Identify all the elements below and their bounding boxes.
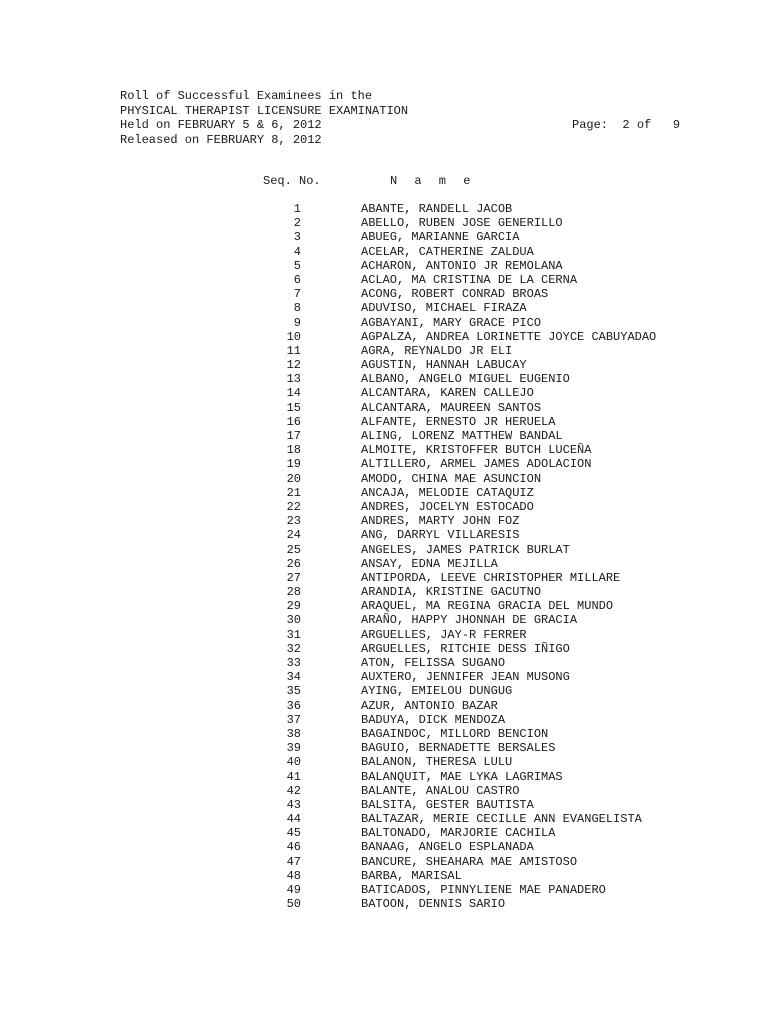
page-current: 2 (622, 118, 630, 132)
examinee-name: ARGUELLES, JAY-R FERRER (361, 627, 527, 642)
table-row (0, 840, 768, 854)
seq-number: 45 (286, 826, 301, 841)
seq-number: 11 (286, 343, 301, 358)
table-row (0, 826, 768, 840)
examinee-name: BATICADOS, PINNYLIENE MAE PANADERO (361, 883, 606, 897)
table-row (0, 287, 768, 301)
examinee-name: BADUYA, DICK MENDOZA (361, 712, 506, 727)
examinee-name: ADUVISO, MICHAEL FIRAZA (361, 301, 527, 316)
table-row (0, 755, 768, 769)
table-row (0, 245, 768, 259)
table-row (0, 642, 768, 656)
table-row (0, 216, 768, 230)
table-row (0, 571, 768, 585)
seq-number: 30 (286, 613, 301, 628)
table-row (0, 372, 768, 386)
table-row (0, 230, 768, 244)
name-column-header: N a m e (390, 174, 476, 188)
table-row (0, 699, 768, 713)
table-row (0, 301, 768, 315)
seq-number: 47 (286, 854, 301, 869)
examinee-name: BALANQUIT, MAE LYKA LAGRIMAS (361, 769, 563, 784)
examinee-name: AGRA, REYNALDO JR ELI (361, 343, 513, 358)
examinee-name: BANCURE, SHEAHARA MAE AMISTOSO (361, 854, 578, 869)
seq-number: 48 (286, 868, 301, 883)
table-row (0, 514, 768, 528)
table-row (0, 684, 768, 698)
examinee-name: ARANDIA, KRISTINE GACUTNO (361, 585, 542, 600)
seq-number: 9 (293, 315, 301, 330)
table-row (0, 202, 768, 216)
seq-number: 49 (286, 883, 301, 897)
examinee-name: ANGELES, JAMES PATRICK BURLAT (361, 542, 570, 557)
seq-number: 2 (293, 216, 301, 231)
seq-number: 50 (286, 897, 301, 912)
examinee-name: ACLAO, MA CRISTINA DE LA CERNA (361, 272, 578, 287)
examinee-name: ANDRES, MARTY JOHN FOZ (361, 514, 520, 529)
table-row (0, 613, 768, 627)
table-row (0, 798, 768, 812)
table-row (0, 415, 768, 429)
seq-number: 7 (293, 287, 301, 302)
seq-number: 4 (293, 244, 301, 259)
examinee-name: AGPALZA, ANDREA LORINETTE JOYCE CABUYADAO (361, 329, 657, 344)
table-row (0, 543, 768, 557)
examinee-name: ANG, DARRYL VILLARESIS (361, 528, 520, 543)
seq-number: 6 (293, 272, 301, 287)
examinee-name: BAGUIO, BERNADETTE BERSALES (361, 741, 556, 756)
examinee-name: BAGAINDOC, MILLORD BENCION (361, 726, 549, 741)
examinee-name: ABUEG, MARIANNE GARCIA (361, 230, 520, 245)
table-row (0, 741, 768, 755)
seq-number: 34 (286, 670, 301, 685)
examinee-name: ALFANTE, ERNESTO JR HERUELA (361, 414, 556, 429)
table-row (0, 528, 768, 542)
table-row (0, 628, 768, 642)
table-row (0, 358, 768, 372)
table-row (0, 897, 768, 911)
seq-number: 28 (286, 585, 301, 600)
seq-number: 36 (286, 698, 301, 713)
table-row (0, 457, 768, 471)
seq-number: 22 (286, 499, 301, 514)
table-row (0, 486, 768, 500)
table-row (0, 585, 768, 599)
seq-number: 33 (286, 656, 301, 670)
examinee-name: ARAQUEL, MA REGINA GRACIA DEL MUNDO (361, 599, 614, 614)
table-row (0, 599, 768, 613)
exam-held-date: Held on FEBRUARY 5 & 6, 2012 (120, 118, 322, 132)
table-row (0, 883, 768, 897)
seq-no-column-header: Seq. No. (263, 174, 321, 188)
seq-number: 19 (286, 457, 301, 472)
examinee-name: ALTILLERO, ARMEL JAMES ADOLACION (361, 457, 592, 472)
examinee-name: AGUSTIN, HANNAH LABUCAY (361, 358, 527, 373)
page-total: 9 (672, 118, 681, 132)
examinee-list (0, 202, 768, 911)
examinee-name: BALANTE, ANALOU CASTRO (361, 783, 520, 798)
seq-number: 43 (286, 797, 301, 812)
seq-number: 12 (286, 358, 301, 373)
examinee-name: BALANON, THERESA LULU (361, 755, 513, 770)
table-row (0, 273, 768, 287)
seq-number: 21 (286, 485, 301, 500)
examinee-name: ABELLO, RUBEN JOSE GENERILLO (361, 216, 563, 231)
page-indicator (572, 118, 680, 133)
examinee-name: ANDRES, JOCELYN ESTOCADO (361, 499, 534, 514)
seq-number: 37 (286, 712, 301, 727)
seq-number: 16 (286, 414, 301, 429)
table-row (0, 770, 768, 784)
examinee-name: BANAAG, ANGELO ESPLANADA (361, 840, 534, 855)
seq-number: 46 (286, 840, 301, 855)
examinee-name: AZUR, ANTONIO BAZAR (361, 698, 498, 713)
table-row (0, 386, 768, 400)
seq-number: 25 (286, 542, 301, 557)
table-row (0, 869, 768, 883)
table-row (0, 727, 768, 741)
table-row (0, 316, 768, 330)
seq-number: 5 (293, 258, 301, 273)
examinee-name: ANCAJA, MELODIE CATAQUIZ (361, 485, 534, 500)
table-row (0, 259, 768, 273)
seq-number: 32 (286, 641, 301, 656)
results-released-date: Released on FEBRUARY 8, 2012 (120, 132, 322, 147)
table-row (0, 784, 768, 798)
seq-number: 31 (286, 627, 301, 642)
seq-number: 8 (293, 301, 301, 316)
examinee-name: ATON, FELISSA SUGANO (361, 656, 506, 670)
examinee-name: ARGUELLES, RITCHIE DESS IÑIGO (361, 641, 570, 656)
table-row (0, 330, 768, 344)
examinee-name: AGBAYANI, MARY GRACE PICO (361, 315, 542, 330)
seq-number: 20 (286, 471, 301, 486)
table-row (0, 855, 768, 869)
seq-number: 23 (286, 514, 301, 529)
seq-number: 3 (293, 230, 301, 245)
table-row (0, 812, 768, 826)
seq-number: 40 (286, 755, 301, 770)
seq-number: 18 (286, 443, 301, 458)
table-row (0, 344, 768, 358)
examinee-name: BARBA, MARISAL (361, 868, 462, 883)
table-row (0, 443, 768, 457)
seq-number: 14 (286, 386, 301, 401)
document-title-line-1: Roll of Successful Examinees in the (120, 89, 373, 103)
examinee-name: BATOON, DENNIS SARIO (361, 897, 506, 912)
examinee-name: BALSITA, GESTER BAUTISTA (361, 797, 534, 812)
examinee-name: ACHARON, ANTONIO JR REMOLANA (361, 258, 563, 273)
examinee-name: BALTAZAR, MERIE CECILLE ANN EVANGELISTA (361, 812, 642, 827)
seq-number: 44 (286, 812, 301, 827)
exam-name: PHYSICAL THERAPIST LICENSURE EXAMINATION (120, 103, 409, 118)
table-row (0, 656, 768, 670)
table-row (0, 429, 768, 443)
examinee-name: ALCANTARA, MAUREEN SANTOS (361, 400, 542, 415)
examinee-name: BALTONADO, MARJORIE CACHILA (361, 826, 556, 841)
examinee-name: AYING, EMIELOU DUNGUG (361, 684, 513, 699)
seq-number: 26 (286, 556, 301, 571)
seq-number: 39 (286, 741, 301, 756)
table-row (0, 670, 768, 684)
seq-number: 24 (286, 528, 301, 543)
examinee-name: ANTIPORDA, LEEVE CHRISTOPHER MILLARE (361, 570, 621, 585)
examinee-name: ACONG, ROBERT CONRAD BROAS (361, 287, 549, 302)
seq-number: 41 (286, 769, 301, 784)
examinee-name: ABANTE, RANDELL JACOB (361, 202, 513, 216)
page-label: Page: (572, 118, 609, 132)
examinee-name: ALCANTARA, KAREN CALLEJO (361, 386, 534, 401)
seq-number: 38 (286, 726, 301, 741)
examinee-name: ALBANO, ANGELO MIGUEL EUGENIO (361, 372, 570, 387)
seq-number: 27 (286, 570, 301, 585)
examinee-name: ARAÑO, HAPPY JHONNAH DE GRACIA (361, 613, 578, 628)
seq-number: 29 (286, 599, 301, 614)
seq-number: 10 (286, 329, 301, 344)
examinee-name: ANSAY, EDNA MEJILLA (361, 556, 498, 571)
table-row (0, 472, 768, 486)
seq-number: 17 (286, 429, 301, 443)
examinee-name: ACELAR, CATHERINE ZALDUA (361, 244, 534, 259)
examinee-name: AMODO, CHINA MAE ASUNCION (361, 471, 542, 486)
seq-number: 13 (286, 372, 301, 387)
page-of: of (636, 118, 652, 132)
examinee-name: AUXTERO, JENNIFER JEAN MUSONG (361, 670, 570, 685)
table-row (0, 713, 768, 727)
examinee-name: ALING, LORENZ MATTHEW BANDAL (361, 429, 563, 443)
seq-number: 35 (286, 684, 301, 699)
seq-number: 15 (286, 400, 301, 415)
table-row (0, 557, 768, 571)
table-row (0, 401, 768, 415)
seq-number: 1 (293, 202, 301, 216)
table-row (0, 500, 768, 514)
seq-number: 42 (286, 783, 301, 798)
examinee-name: ALMOITE, KRISTOFFER BUTCH LUCEÑA (361, 443, 592, 458)
